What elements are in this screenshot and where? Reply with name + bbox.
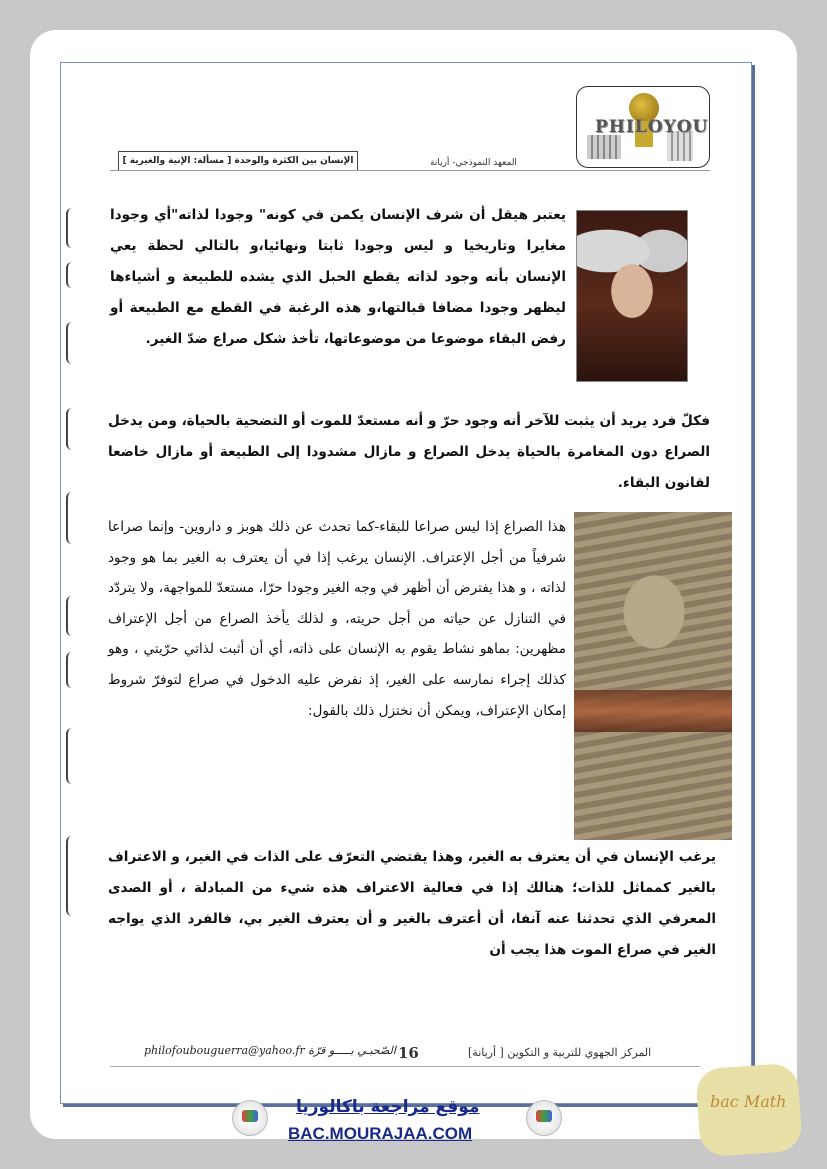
hegel-portrait <box>576 210 688 382</box>
paragraph-text: يرغب الإنسان في أن يعترف به الغير، وهذا يقتضي التعرّف على الذات في الغير، و الاعتراف بالغير كمماثل للذات؛ هنالك إذا في فعالية الاعتراف هذه شيء من المبادلة ، أو الصدى المعرفي الذي تحدثنا عنه آنفا، أن أعترف بالغير و أن يعترف الغير بي، فالفرد الذي يواجه الغير في صراع الموت هذا يجب أن <box>108 849 716 958</box>
header-rule <box>110 170 710 171</box>
footer-center: المركز الجهوي للتربية و التكوين [ أريانة] <box>468 1046 652 1059</box>
paragraph-text: هذا الصراع إذا ليس صراعا للبقاء-كما تحدث عن ذلك هوبز و داروين- وإنما صراعا شرفياً من أجل الإعتراف. الإنسان يرغب إذا في أن يعترف به الغير بما هو وجود لذاته ، و هذا يفترض أن أظهر في وجه الغير وجودا حرّا، مستعدّ للمواجهة، ولا يتردّد في التنازل عن حياته من أجل حريته، و لذلك يأخذ الصراع من أجل الإعتراف مظهرين: بماهو نشاط يقوم به الإنسان على ذاته، أي أن أثبت لذاتي حرّيتي ، وهو كذلك إجراء نمارسه على الغير، إذ نفرض عليه الدخول في صراع لتوفرّ شروط إمكان الإعتراف، ويمكن أن نختزل ذلك بالقول: <box>108 519 566 719</box>
paragraph-mutual-recognition <box>108 842 716 966</box>
footer-author: philofoubouguerra@yahoo.fr الصّحبـي بـــــو قرّة <box>144 1044 396 1057</box>
paragraph-text: فكلّ فرد يريد أن يثبت للآخر أنه وجود حرّ و أنه مستعدّ للموت أو التضحية بالحياة، ومن يدخل الصراع دون المغامرة بالحياة يدخل الصراع و مازال مشدودا إلى الطبيعة أو مازال خاضعا لقانون البقاء. <box>108 413 710 491</box>
site-badge-right <box>526 1100 562 1136</box>
footer-rule <box>110 1066 700 1067</box>
margin-bracket <box>66 208 82 248</box>
site-badge-left <box>232 1100 268 1136</box>
paragraph-struggle <box>108 406 710 499</box>
paragraph-hegel-intro <box>110 200 566 355</box>
margin-bracket <box>66 596 82 636</box>
margin-bracket <box>66 728 82 784</box>
page-number: 16 <box>398 1044 419 1062</box>
paragraph-text: يعتبر هيقل أن شرف الإنسان يكمن في كونه" وجودا لذاته"أي وجودا مغايرا وتاريخيا و ليس وجودا ثابتا ونهائيا،و بالتالي لحظة يعي الإنسان بأنه وجود لذاته يقطع الحبل الذي يشده للطبيعة و أشياءها ليظهر وجودا مضافا قبالتها،و هذه الرغبة في القطع مع الطبيعة أو رفض البقاء موضوعا من موضوعاتها، تأخذ شكل صراع ضدّ الغير. <box>110 207 566 347</box>
logo-text: PHILOYOU <box>595 117 709 137</box>
tug-of-war-image <box>574 512 732 840</box>
philoyou-logo <box>576 86 710 168</box>
margin-bracket <box>66 322 82 364</box>
margin-bracket <box>66 836 82 916</box>
topic-box: الإنسان بين الكثرة والوحدة [ مسألة: الإنية والغيرية ] <box>118 151 358 171</box>
logo-column-left <box>587 135 621 159</box>
margin-bracket <box>66 652 82 688</box>
margin-bracket <box>66 262 82 288</box>
bacmath-text: bac Math <box>710 1092 787 1111</box>
site-link-arabic[interactable]: موقع مراجعة باكالوريا <box>296 1097 480 1117</box>
institution-label: المعهد النموذجي- أريانة <box>430 158 517 168</box>
margin-bracket <box>66 492 82 544</box>
site-link-english[interactable]: BAC.MOURAJAA.COM <box>288 1124 473 1143</box>
rope-band <box>574 690 732 732</box>
margin-bracket <box>66 408 82 450</box>
paragraph-recognition <box>108 512 566 726</box>
